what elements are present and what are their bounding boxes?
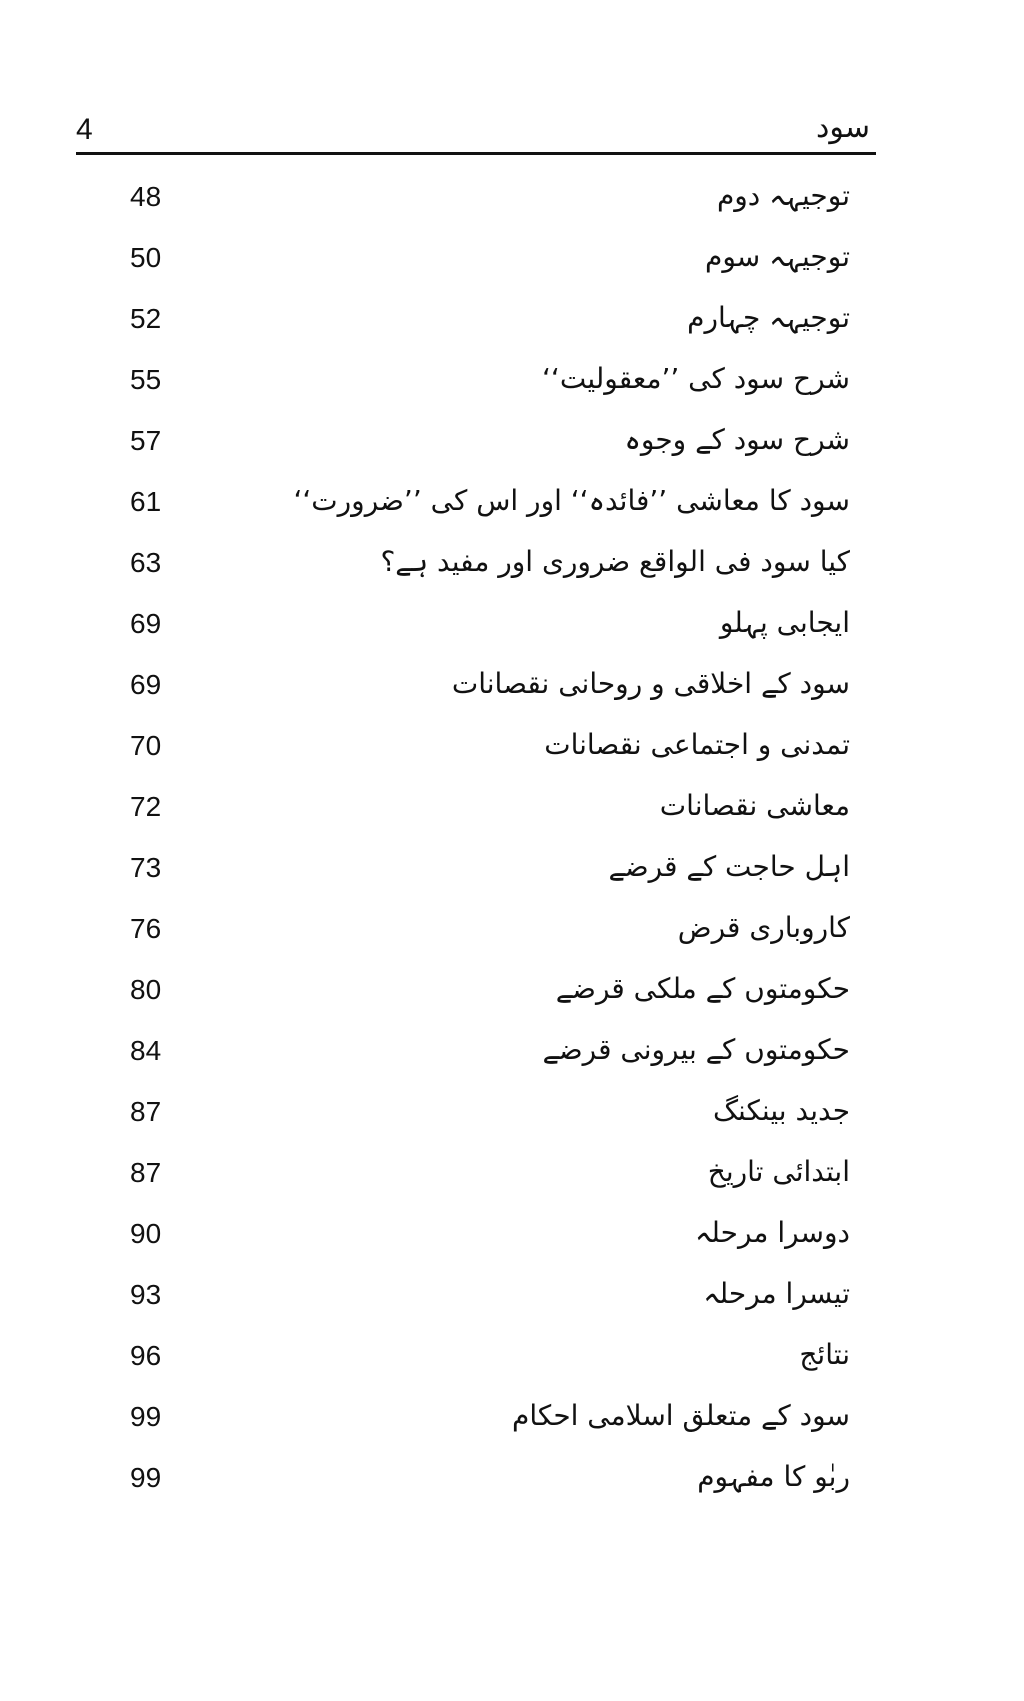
toc-page-number: 87: [130, 1157, 162, 1188]
toc-entry: [130, 414, 850, 475]
toc-page-number: 99: [130, 1462, 162, 1493]
toc-page-number: 96: [130, 1340, 162, 1371]
page-number: 4: [76, 113, 93, 146]
toc-entry: [130, 1146, 850, 1207]
toc-title: شرح سود کے وجوہ: [624, 423, 850, 456]
toc-page-number: 61: [130, 486, 162, 517]
toc-page-number: 57: [130, 425, 162, 456]
toc-page-number: 48: [130, 181, 162, 212]
toc-page-number: 55: [130, 364, 162, 395]
header-rule: [76, 152, 876, 155]
toc-entry: [130, 719, 850, 780]
toc-entry: [130, 1207, 850, 1268]
toc-entry: [130, 353, 850, 414]
toc-title: ابتدائی تاریخ: [707, 1155, 850, 1188]
toc-title: نتائج: [799, 1338, 850, 1371]
toc-title: ایجابی پہلو: [719, 606, 850, 639]
toc-page-number: 87: [130, 1096, 162, 1127]
toc-entry: [130, 1024, 850, 1085]
toc-entry: [130, 475, 850, 536]
toc-page-number: 76: [130, 913, 162, 944]
toc-title: توجیہہ دوم: [716, 179, 850, 212]
toc-entry: [130, 780, 850, 841]
toc-title: اہل حاجت کے قرضے: [608, 850, 850, 883]
toc-title: تمدنی و اجتماعی نقصانات: [544, 728, 850, 761]
toc-entry: [130, 1085, 850, 1146]
toc-page-number: 73: [130, 852, 162, 883]
toc-page-number: 69: [130, 669, 162, 700]
toc-title: کیا سود فی الواقع ضروری اور مفید ہے؟: [380, 545, 850, 578]
toc-title: جدید بینکنگ: [712, 1094, 850, 1127]
toc-title: حکومتوں کے ملکی قرضے: [555, 972, 850, 1005]
running-title: سود: [816, 110, 870, 145]
toc-entry: [130, 1268, 850, 1329]
toc-entry: [130, 170, 850, 231]
toc-title: سود کا معاشی ’’فائدہ‘‘ اور اس کی ’’ضرورت‘‘: [293, 484, 850, 517]
toc-entry: [130, 292, 850, 353]
toc-page-number: 50: [130, 242, 162, 273]
toc-title: دوسرا مرحلہ: [694, 1216, 850, 1249]
toc-entry: [130, 902, 850, 963]
toc-entry: [130, 963, 850, 1024]
table-of-contents: [130, 170, 850, 1512]
toc-title: کاروباری قرض: [677, 911, 850, 944]
toc-title: معاشی نقصانات: [659, 789, 850, 822]
toc-title: حکومتوں کے بیرونی قرضے: [542, 1033, 850, 1066]
toc-page-number: 80: [130, 974, 162, 1005]
toc-title: شرح سود کی ’’معقولیت‘‘: [542, 362, 850, 395]
toc-page-number: 69: [130, 608, 162, 639]
toc-page-number: 93: [130, 1279, 162, 1310]
toc-page-number: 63: [130, 547, 162, 578]
toc-title: توجیہہ چہارم: [687, 301, 850, 334]
toc-entry: [130, 1390, 850, 1451]
toc-entry: [130, 841, 850, 902]
toc-entry: [130, 658, 850, 719]
toc-entry: [130, 1329, 850, 1390]
toc-title: سود کے اخلاقی و روحانی نقصانات: [451, 667, 850, 700]
toc-page-number: 99: [130, 1401, 162, 1432]
toc-entry: [130, 536, 850, 597]
toc-page-number: 52: [130, 303, 162, 334]
toc-page-number: 70: [130, 730, 162, 761]
page-header: [76, 105, 876, 155]
toc-page-number: 84: [130, 1035, 162, 1066]
toc-title: سود کے متعلق اسلامی احکام: [511, 1399, 850, 1432]
toc-title: توجیہہ سوم: [705, 240, 850, 273]
toc-entry: [130, 231, 850, 292]
toc-page-number: 90: [130, 1218, 162, 1249]
toc-title: تیسرا مرحلہ: [703, 1277, 850, 1310]
toc-title: ربٰو کا مفہوم: [697, 1460, 850, 1493]
toc-entry: [130, 597, 850, 658]
toc-page-number: 72: [130, 791, 162, 822]
toc-entry: [130, 1451, 850, 1512]
